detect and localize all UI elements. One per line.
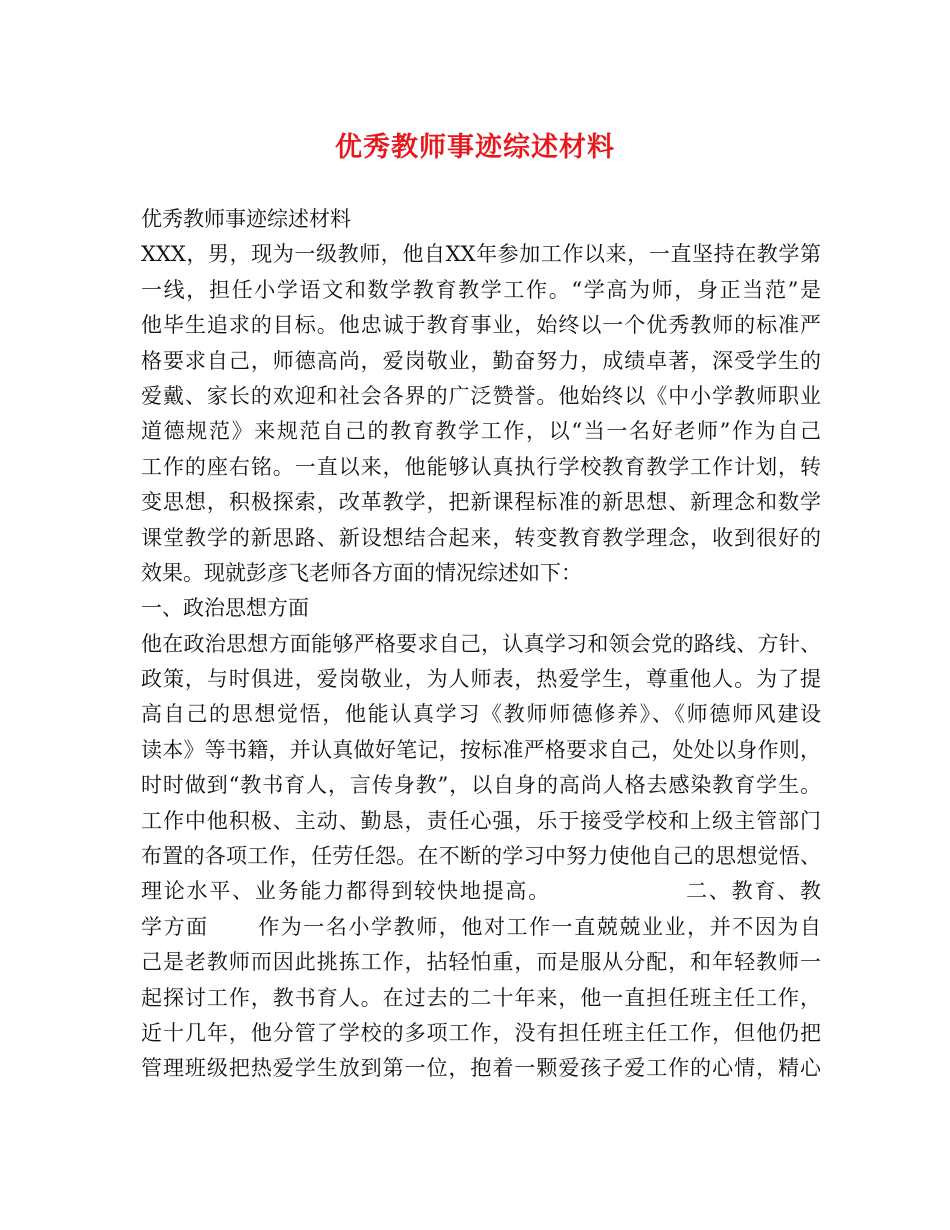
body-line: 管理班级把热爱学生放到第一位，抱着一颗爱孩子爱工作的心情，精心 xyxy=(141,1056,821,1081)
body-line: 高自己的思想觉悟，他能认真学习《教师师德修养》、《师德师风建设 xyxy=(141,702,821,727)
body-line: 优秀教师事迹综述材料 xyxy=(141,207,351,231)
body-line: 己是老教师而因此挑拣工作，拈轻怕重，而是服从分配，和年轻教师一 xyxy=(141,950,821,975)
body-text xyxy=(141,202,821,1087)
body-line: 他毕生追求的目标。他忠诚于教育事业，始终以一个优秀教师的标准严 xyxy=(141,313,821,338)
body-line: 近十几年，他分管了学校的多项工作，没有担任班主任工作，但他仍把 xyxy=(141,1020,821,1045)
body-line: 格要求自己，师德高尚，爱岗敬业，勤奋努力，成绩卓著，深受学生的 xyxy=(141,348,821,373)
body-line: 理论水平、业务能力都得到较快地提高。 二、教育、教 xyxy=(141,879,821,904)
body-line: 变思想，积极探索，改革教学，把新课程标准的新思想、新理念和数学 xyxy=(141,490,821,515)
body-line: 布置的各项工作，任劳任怨。在不断的学习中努力使他自己的思想觉悟、 xyxy=(141,844,821,869)
page-title: 优秀教师事迹综述材料 xyxy=(335,132,615,163)
body-line: 工作中他积极、主动、勤恳，责任心强，乐于接受学校和上级主管部门 xyxy=(141,808,821,833)
body-line: 一线，担任小学语文和数学教育教学工作。“学高为师，身正当范”是 xyxy=(141,277,821,302)
body-line: 政策，与时俱进，爱岗敬业，为人师表，热爱学生，尊重他人。为了提 xyxy=(141,667,821,692)
body-line: 效果。现就彭彦飞老师各方面的情况综述如下： xyxy=(141,560,582,585)
body-line: 他在政治思想方面能够严格要求自己，认真学习和领会党的路线、方针、 xyxy=(141,631,821,656)
body-line: 一、政治思想方面 xyxy=(141,596,309,621)
body-line: 起探讨工作，教书育人。在过去的二十年来，他一直担任班主任工作， xyxy=(141,985,821,1010)
body-line: 课堂教学的新思路、新设想结合起来，转变教育教学理念，收到很好的 xyxy=(141,525,821,550)
body-line: XXX，男，现为一级教师，他自XX年参加工作以来，一直坚持在教学第 xyxy=(141,242,821,267)
body-line: 道德规范》来规范自己的教育教学工作，以“当一名好老师”作为自己 xyxy=(141,419,821,444)
body-line: 时时做到“教书育人，言传身教”，以自身的高尚人格去感染教育学生。 xyxy=(141,773,821,798)
body-line: 爱戴、家长的欢迎和社会各界的广泛赞誉。他始终以《中小学教师职业 xyxy=(141,383,821,408)
body-line: 读本》等书籍，并认真做好笔记，按标准严格要求自己，处处以身作则， xyxy=(141,737,821,762)
body-line: 学方面 作为一名小学教师，他对工作一直兢兢业业，并不因为自 xyxy=(141,914,821,939)
body-line: 工作的座右铭。一直以来，他能够认真执行学校教育教学工作计划，转 xyxy=(141,454,821,479)
